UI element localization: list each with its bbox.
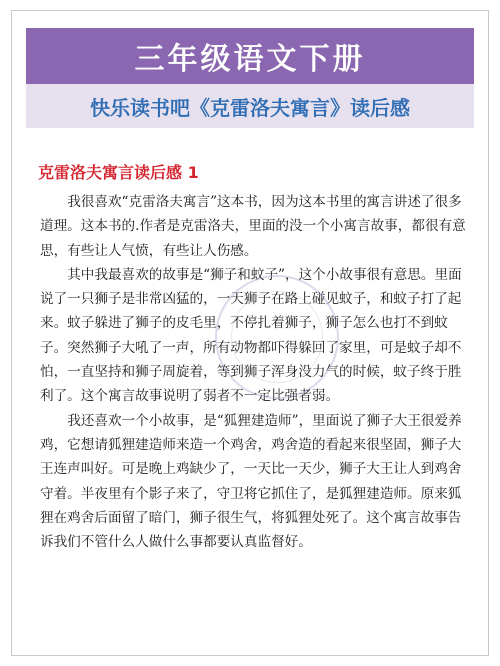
article-body: [40, 190, 466, 554]
paragraph-1: 我很喜欢“克雷洛夫寓言”这本书，因为这本书里的寓言讲述了很多道理。这本书的.作者是克雷洛夫，里面的没一个小寓言故事，都很有意思，有些让人气愤，有些让人伤感。: [40, 194, 466, 259]
title-banner: [26, 28, 474, 84]
section-heading: 克雷洛夫寓言读后感 1: [38, 163, 199, 182]
page-title: 三年级语文下册: [134, 42, 366, 77]
paragraph-2: 其中我最喜欢的故事是“狮子和蚊子”，这个小故事很有意思。里面说了一只狮子是非常凶猛的，一天狮子在路上碰见蚊子，和蚊子打了起来。蚊子躲进了狮子的皮毛里，不停扎着狮子，狮子怎么也打不到蚊子。突然狮子大吼了一声，所有动物都吓得躲回了家里，可是蚊子却不怕，一直坚持和狮子周旋着，等到狮子浑身没力气的时候，蚊子终于胜利了。这个寓言故事说明了弱者不一定比强者弱。: [40, 266, 462, 405]
subtitle-banner: [26, 84, 474, 128]
paragraph-3: 我还喜欢一个小故事，是“狐狸建造师”，里面说了狮子大王很爱养鸡，它想请狐狸建造师来造一个鸡舍，鸡舍造的看起来很坚固，狮子大王连声叫好。可是晚上鸡缺少了，一天比一天少，狮子大王让人到鸡舍守着。半夜里有个影子来了，守卫将它抓住了，是狐狸建造师。原来狐狸在鸡舍后面留了暗门，狮子很生气，将狐狸处死了。这个寓言故事告诉我们不管什么人做什么事都要认真监督好。: [40, 412, 462, 551]
page-subtitle: 快乐读书吧《克雷洛夫寓言》读后感: [90, 95, 410, 120]
